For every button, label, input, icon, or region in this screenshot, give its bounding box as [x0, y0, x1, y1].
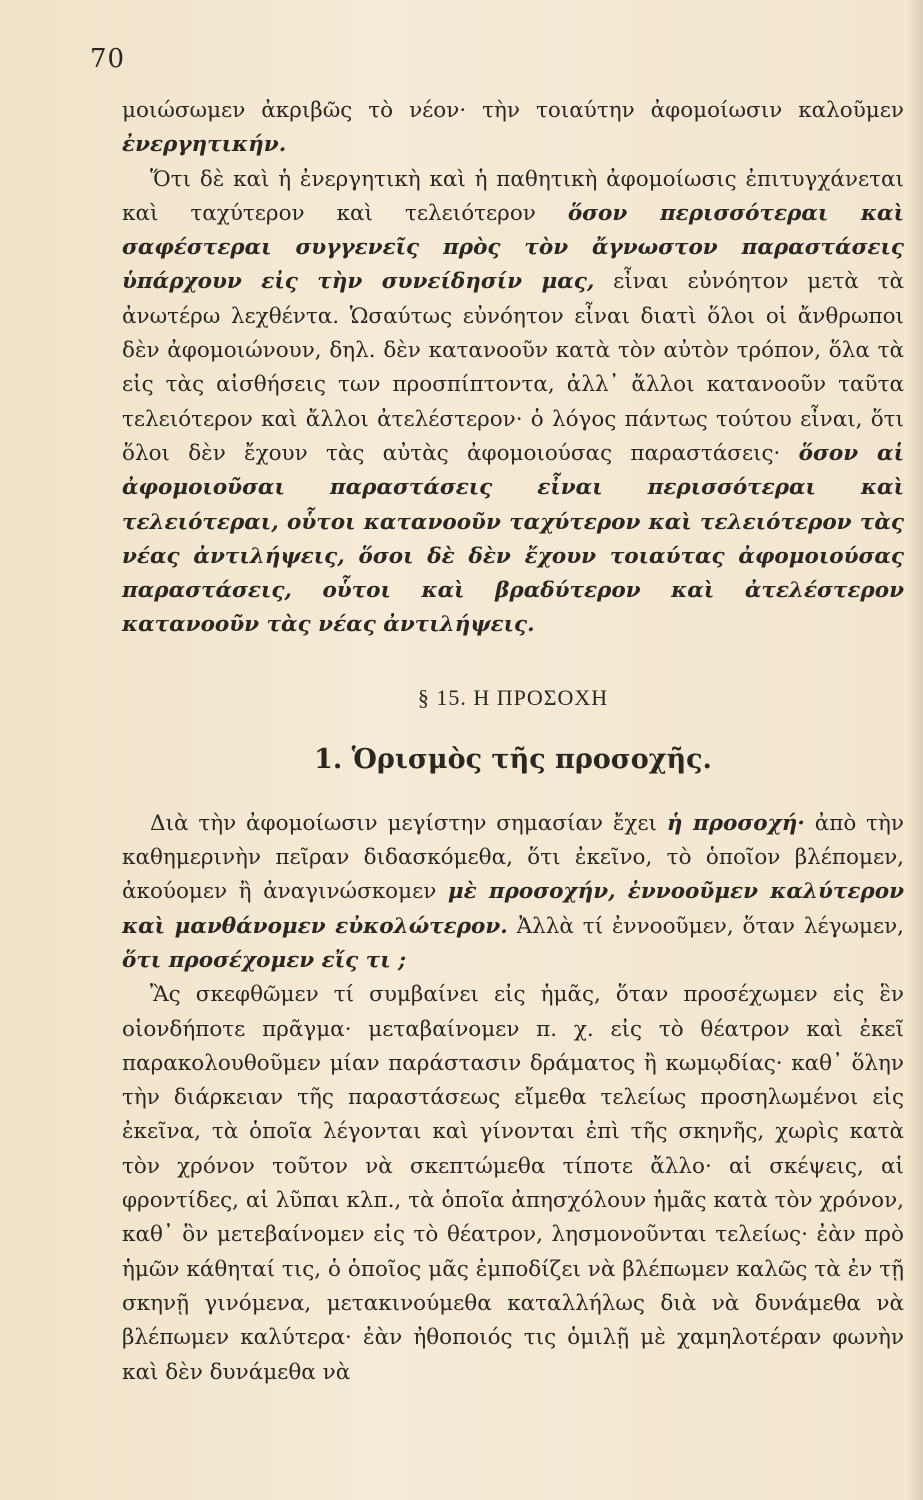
text-run: Διὰ τὴν ἀφομοίωσιν μεγίστην σημασίαν ἔχει — [150, 810, 667, 836]
emphasized-text: ἡ προσοχή· — [666, 810, 805, 836]
text-run: Ἂς σκεφθῶμεν τί συμβαίνει εἰς ἡμᾶς, ὅταν προσέχωμεν εἰς ἓν οἱονδήποτε πρᾶγμα· μεταβαίνομεν π. χ. εἰς τὸ θέατρον καὶ ἐκεῖ παρακολουθοῦμεν μίαν παράστασιν δράματος ἢ κωμῳδίας· καθ᾽ ὅλην τὴν διάρκειαν τῆς παραστάσεως εἴμεθα τελείως προσηλωμένοι εἰς ἐκεῖνα, τὰ ὁποῖα λέγονται καὶ γίνονται ἐπὶ τῆς σκηνῆς, χωρὶς κατὰ τὸν χρόνον τοῦτον νὰ σκεπτώμεθα τίποτε ἄλλο· αἱ σκέψεις, αἱ φροντίδες, αἱ λῦπαι κλπ., τὰ ὁποῖα ἀπησχόλουν ἡμᾶς κατὰ τὸν χρόνον, καθ᾽ ὃν μετεβαίνομεν εἰς τὸ θέατρον, λησμονοῦνται τελείως· ἐὰν πρὸ ἡμῶν κάθηταί τις, ὁ ὁποῖος μᾶς ἐμποδίζει νὰ βλέπωμεν καλῶς τὰ ἐν τῇ σκηνῇ γινόμενα, μετακινούμεθα καταλλήλως διὰ νὰ δυνάμεθα νὰ βλέπωμεν καλύτερα· ἐὰν ἠθοποιός τις ὁμιλῇ μὲ χαμηλοτέραν φωνὴν καὶ δὲν δυνάμεθα νὰ — [122, 982, 904, 1385]
text-run: Ὅτι δὲ καὶ ἡ ἐνεργητικὴ καὶ ἡ παθητικὴ ἀφομοίωσις ἐπιτυγχάνεται καὶ ταχύτερον καὶ τελειότερον — [122, 166, 904, 226]
page-number: 70 — [90, 44, 126, 74]
emphasized-text: ὅσον αἱ ἀφομοιοῦσαι παραστάσεις εἶναι περισσότεραι καὶ τελειότεραι, οὗτοι κατανοοῦν ταχύτερον καὶ τελειότερον τὰς νέας ἀντιλήψεις, ὅσοι δὲ δὲν ἔχουν τοιαύτας ἀφομοιούσας παραστάσεις, οὗτοι καὶ βραδύτερον καὶ ἀτελέστερον κατανοοῦν τὰς νέας ἀντιλήψεις. — [122, 440, 904, 638]
body-text — [122, 94, 904, 1390]
page-edge-shadow — [907, 0, 923, 1500]
emphasized-text: ὅσον περισσότεραι καὶ σαφέστεραι συγγενεῖς πρὸς τὸν ἄγνωστον παραστάσεις ὑπάρχουν εἰς τὴν συνείδησίν μας, — [122, 200, 904, 295]
paragraph — [122, 163, 904, 643]
paragraph — [122, 978, 904, 1390]
text-run: εἶναι εὐνόητον μετὰ τὰ ἀνωτέρω λεχθέντα. Ὡσαύτως εὐνόητον εἶναι διατὶ ὅλοι οἱ ἄνθρωποι δὲν ἀφομοιώνουν, δηλ. δὲν κατανοοῦν κατὰ τὸν αὐτὸν τρόπον, ὅλα τὰ εἰς τὰς αἰσθήσεις των προσπίπτοντα, ἀλλ᾽ ἄλλοι κατανοοῦν ταῦτα τελειότερον καὶ ἄλλοι ἀτελέστερον· ὁ λόγος πάντως τούτου εἶναι, ὅτι ὅλοι δὲν ἔχουν τὰς αὐτὰς ἀφομοιούσας παραστάσεις· — [122, 269, 904, 466]
paragraph — [122, 807, 904, 978]
paragraph — [122, 94, 904, 163]
section-heading: § 15. Η ΠΡΟΣΟΧΗ — [417, 684, 609, 710]
text-run: Ἀλλὰ τί ἐννοοῦμεν, ὅταν λέγωμεν, — [507, 913, 904, 939]
text-run: ἀπὸ τὴν καθημερινὴν πεῖραν διδασκόμεθα, ὅτι ἐκεῖνο, τὸ ὁποῖον βλέπομεν, ἀκούομεν ἢ ἀναγινώσκομεν — [122, 810, 904, 905]
emphasized-text: μὲ προσοχήν, ἐννοοῦμεν καλύτερον καὶ μανθάνομεν εὐκολώτερον. — [122, 879, 904, 939]
text-run: μοιώσωμεν ἀκριβῶς τὸ νέον· τὴν τοιαύτην ἀφομοίωσιν καλοῦμεν — [122, 98, 904, 123]
subsection-heading: 1. Ὁρισμὸς τῆς προσοχῆς. — [314, 743, 712, 775]
emphasized-text: ἐνεργητικήν. — [122, 132, 287, 158]
emphasized-text: ὅτι προσέχομεν εἴς τι ; — [122, 947, 407, 973]
